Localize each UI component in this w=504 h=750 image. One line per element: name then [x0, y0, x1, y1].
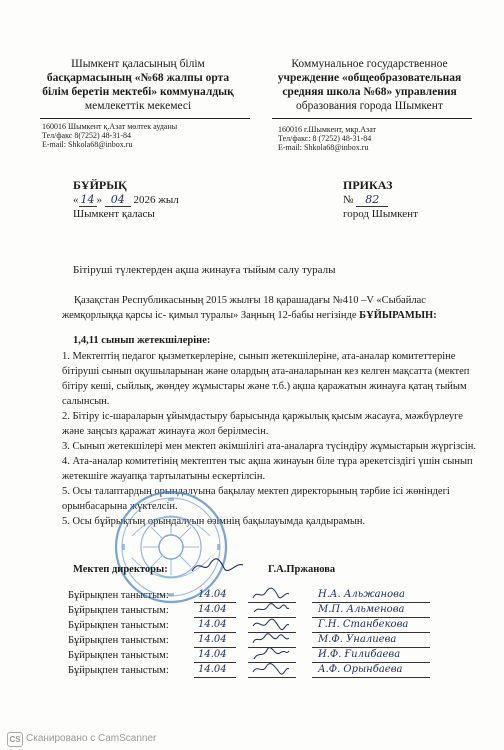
ack-label: Бұйрықпен таныстым:	[68, 620, 169, 631]
date-underline	[194, 647, 236, 648]
ack-row	[68, 605, 428, 620]
ack-name: Г.Н. Станбекова	[318, 619, 409, 630]
preamble-order: БҰЙЫРАМЫН:	[359, 310, 437, 321]
school-name-kz-line: басқармасының «№68 жалпы орта	[46, 72, 230, 84]
date-underline	[194, 602, 236, 603]
addressee: 1,4,11 сынып жетекшілеріне:	[73, 335, 211, 346]
order-city-kz: Шымкент қаласы	[73, 208, 155, 220]
ack-signature	[251, 647, 291, 661]
contacts-ru	[278, 125, 478, 152]
ack-label: Бұйрықпен таныстым:	[68, 605, 169, 616]
order-item: 5. Осы талаптардың орындалуына бақылау мектеп директорының тәрбие ісі жөніндегі орынбасарына жүктелсін.	[62, 486, 450, 512]
ack-date: 14.04	[198, 634, 227, 645]
order-item: 4. Ата-аналар комитетінің мектептен тыс ақша жинауын біле тұра әрекетсіздігі үшін сынып жетекшіге жауапқа тартылатыны ескертілсін.	[62, 456, 473, 482]
date-underline	[194, 662, 236, 663]
ack-name: М.П. Альменова	[318, 604, 405, 615]
ack-name: А.Ф. Орынбаева	[318, 664, 403, 675]
ack-date: 14.04	[198, 649, 227, 660]
date-underline	[194, 617, 236, 618]
date-underline	[194, 677, 236, 678]
order-date	[73, 193, 223, 209]
contacts-kz	[42, 122, 252, 149]
preamble	[62, 293, 480, 323]
camscanner-text: Сканировано с CamScanner	[26, 733, 157, 744]
ack-label: Бұйрықпен таныстым:	[68, 635, 169, 646]
header-rule-left	[40, 118, 250, 119]
order-item: 5. Осы бұйрықтың орындалуын өзімнің бақылауымда қалдырамын.	[62, 516, 366, 527]
ack-label: Бұйрықпен таныстым:	[68, 650, 169, 661]
school-name-ru-line: образования города Шымкент	[296, 100, 443, 112]
ack-date: 14.04	[198, 589, 227, 600]
ack-name: И.Ф. Ғилибаева	[318, 649, 401, 660]
header-rule-right	[272, 118, 472, 119]
number-value: 82	[356, 193, 388, 207]
contact-line: 160016 Шымкент қ.Азат мөлтек ауданы	[42, 122, 178, 131]
ack-label: Бұйрықпен таныстым:	[68, 665, 169, 676]
ack-signature	[251, 617, 291, 631]
ack-date: 14.04	[198, 619, 227, 630]
date-month: 04	[105, 193, 131, 207]
name-underline	[312, 662, 430, 663]
ack-row	[68, 620, 428, 635]
date-open-quote: «	[73, 194, 79, 206]
school-name-ru	[262, 57, 477, 113]
ack-signature	[251, 587, 291, 601]
ack-row	[68, 635, 428, 650]
ack-label: Бұйрықпен таныстым:	[68, 590, 169, 601]
ack-row	[68, 650, 428, 665]
school-name-ru-line: учреждение «общеобразовательная	[277, 72, 462, 84]
school-name-ru-line: средняя школа №68» управления	[282, 86, 457, 98]
school-name-kz-line: Шымкент қаласының білім	[71, 58, 205, 70]
contact-line: Тел/факс: 8 (7252) 48-31-84	[278, 134, 372, 143]
scanner-footer	[0, 728, 504, 750]
date-close-quote: »	[96, 194, 102, 206]
order-title-ru: ПРИКАЗ	[343, 178, 393, 192]
director-signature	[190, 556, 245, 576]
ack-row	[68, 665, 428, 680]
ack-signature	[251, 602, 291, 616]
order-item: 2. Бітіру іс-шараларын ұйымдастыру барысында қаржылық қысым жасауға, мәжбүрлеуге және заңсыз қаражат жинауға жол берілмесін.	[62, 411, 463, 437]
order-city-ru: город Шымкент	[343, 208, 418, 220]
date-year: 2026 жыл	[133, 194, 179, 206]
school-name-ru-line: Коммунальное государственное	[291, 58, 448, 70]
ack-signature	[251, 662, 291, 676]
contact-line: Тел/факс 8(7252) 48-31-84	[42, 131, 131, 140]
ack-row	[68, 590, 428, 605]
signature-underline	[248, 677, 296, 678]
ack-date: 14.04	[198, 604, 227, 615]
preamble-text: Қазақстан Республикасының 2015 жылғы 18 қарашадағы №410 –V «Сыбайлас жемқорлыққа қарсы іс- қимыл туралы» Заңның 12-бабы негізінде	[62, 295, 426, 321]
order-number	[343, 193, 388, 207]
ack-signature	[251, 632, 291, 646]
name-underline	[312, 647, 430, 648]
name-underline	[312, 617, 430, 618]
name-underline	[312, 677, 430, 678]
contact-line: E-mail: Shkola68@inbox.ru	[278, 143, 369, 152]
director-title: Мектеп директоры:	[73, 564, 168, 575]
contact-line: E-mail: Shkola68@inbox.ru	[42, 140, 133, 149]
order-subject: Бітіруші түлектерден ақша жинауға тыйым салу туралы	[73, 264, 336, 276]
school-name-kz	[38, 57, 238, 113]
name-underline	[312, 602, 430, 603]
name-underline	[312, 632, 430, 633]
order-title-kz: БҰЙРЫҚ	[73, 178, 127, 192]
date-underline	[194, 632, 236, 633]
director-name: Г.А.Пржанова	[268, 564, 336, 575]
ack-name: М.Ф. Уналиева	[318, 634, 397, 645]
order-item: 3. Сынып жетекшілері мен мектеп әкімшілігі ата-аналарға түсіндіру жұмыстарын жүргізсін.	[62, 441, 476, 452]
order-item: 1. Мектептің педагог қызметкерлеріне, сынып жетекшілеріне, ата-аналар комитеттеріне бітіруші сынып оқушыларынан және олардың ата-аналарынан кез келген мақсатта (мектеп бітіру кеші, сыйлық, жөндеу жұмыстары және т.б.) ақша қаражатын жинауға қатаң тыйым салынсын.	[62, 351, 470, 407]
ack-date: 14.04	[198, 664, 227, 675]
date-day: 14	[80, 193, 95, 206]
ack-name: Н.А. Альжанова	[318, 589, 405, 600]
camscanner-badge-icon: CS	[7, 732, 23, 747]
contact-line: 160016 г.Шымкент, мкр.Азат	[278, 125, 377, 134]
school-name-kz-line: білім беретін мектебі» коммуналдық	[42, 86, 234, 98]
number-sign: №	[343, 194, 354, 206]
school-name-kz-line: мемлекеттік мекемесі	[84, 100, 192, 112]
